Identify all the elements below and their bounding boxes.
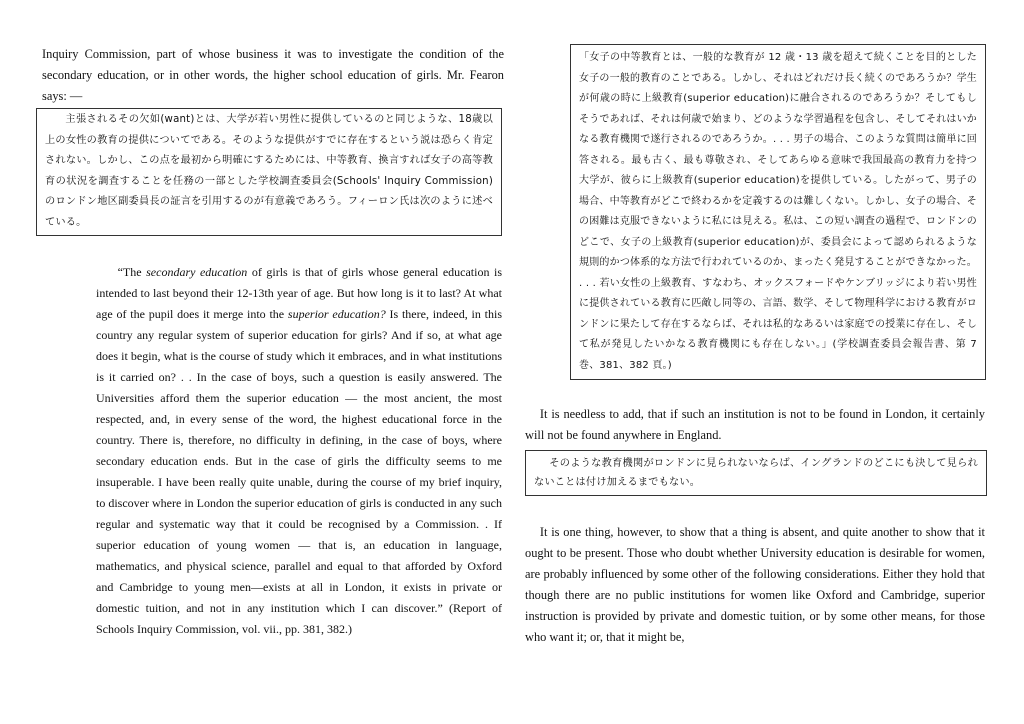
- fearon-quote: [96, 262, 502, 640]
- quote-part-1: “The: [117, 265, 147, 279]
- right-column: [525, 44, 985, 648]
- left-column: [42, 44, 504, 640]
- intro-paragraph: Inquiry Commission, part of whose business it was to investigate the condition of the secondary education, or in other words, the higher school education of girls. Mr. Fearon says: —: [42, 47, 504, 103]
- quote-italic-superior-education: superior education?: [287, 307, 386, 321]
- needless-paragraph: It is needless to add, that if such an institution is not to be found in London, it certainly will not be found anywhere in England.: [525, 407, 985, 442]
- quote-part-3: Is there, indeed, in this country any regular system of superior education for girls? And if so, at what age does it begin, what is the course of study which it embraces, and in what institutions is it carried on? . . In the case of boys, such a question is easily answered. The Universities afford them the superior education — the most ancient, the most respected, and, in every sense of the word, the highest educational force in the country. There is, therefore, no difficulty in defining, in the case of boys, where secondary education ends. But in the case of girls the difficulty seems to me insuperable. I have been really quite unable, during the course of my brief inquiry, to discover where in London the superior education of girls is conducted in any such regular and systematic way that it could be recognised by a Commission. . If superior education of young women — that is, an education in language, mathematics, and physical science, parallel and equal to that afforded by Oxford and Cambridge to young men—exists at all in London, it exists in private or domestic tuition, and not in any institution which I can discover.” (Report of Schools Inquiry Commission, vol. vii., pp. 381, 382.): [96, 307, 502, 636]
- considerations-paragraph: It is one thing, however, to show that a thing is absent, and quite another to show that it ought to be present. Those who doubt whether University education is desirable for women, are probably influenced by some other of the following considerations. Either they hold that though there are no public institutions for women like Oxford and Cambridge, superior instruction is provided by private and domestic tuition, or by some other means, for those who want it; or, that it might be,: [525, 525, 985, 644]
- intro-translation-box: 主張されるその欠如(want)とは、大学が若い男性に提供しているのと同じような、18歳以上の女性の教育の提供についてである。そのような提供がすでに存在するという説は恐らく肯定されない。しかし、この点を最初から明確にするためには、中等教育、換言すれば女子の高等教育の状況を調査することを任務の一部とした学校調査委員会(Schools' Inquiry Commission)のロンドン地区副委員長の証言を引用するのが有意義であろう。フィーロン氏は次のように述べている。: [36, 108, 502, 236]
- quote-part-2: of girls is that of girls whose general education is intended to last beyond their 12-13th year of age. But how long is it to last? At what age of the pupil does it merge into the: [96, 265, 503, 321]
- quote-italic-secondary-education: secondary education: [146, 265, 248, 279]
- needless-translation-box: そのような教育機関がロンドンに見られないならば、イングランドのどこにも決して見られないことは付け加えるまでもない。: [525, 450, 987, 496]
- quote-translation-box: 「女子の中等教育とは、一般的な教育が 12 歳・13 歳を超えて続くことを目的とした女子の一般的教育のことである。しかし、それはどれだけ長く続くのであろうか？学生が何歳の時に上級教育(superior education)に融合されるのであろうか？そしてもしそうであれば、それは何歳で始まり、どのような学習過程を包含し、そしてそれはいかなる教育機関で遂行されるのであろうか。. . . 男子の場合、このような質問は簡単に回答される。最も古く、最も尊敬され、そしてあらゆる意味で我国最高の教育力を持つ大学が、彼らに上級教育(superior education)を提供している。したがって、男子の場合、中等教育がどこで終わるかを定義するのは難しくない。しかし、女子の場合、その困難は克服できないように私には見える。私は、この短い調査の過程で、ロンドンのどこで、女子の上級教育(superior education)が、委員会によって認められるような規則的かつ体系的な方法で行われているのか、まったく発見することができなかった。 . . . 若い女性の上級教育、すなわち、オックスフォードやケンブリッジにより若い男性に提供されている教育に匹敵し同等の、言語、数学、そして物理科学における教育がロンドンに果たして存在するならば、それは私的なあるいは家庭での授業に存在し、そして私が発見したいかなる教育機関にも存在しない。」(学校調査委員会報告書、第 7 巻、381、382 頁。): [570, 44, 986, 380]
- quote-paragraph: [96, 262, 502, 640]
